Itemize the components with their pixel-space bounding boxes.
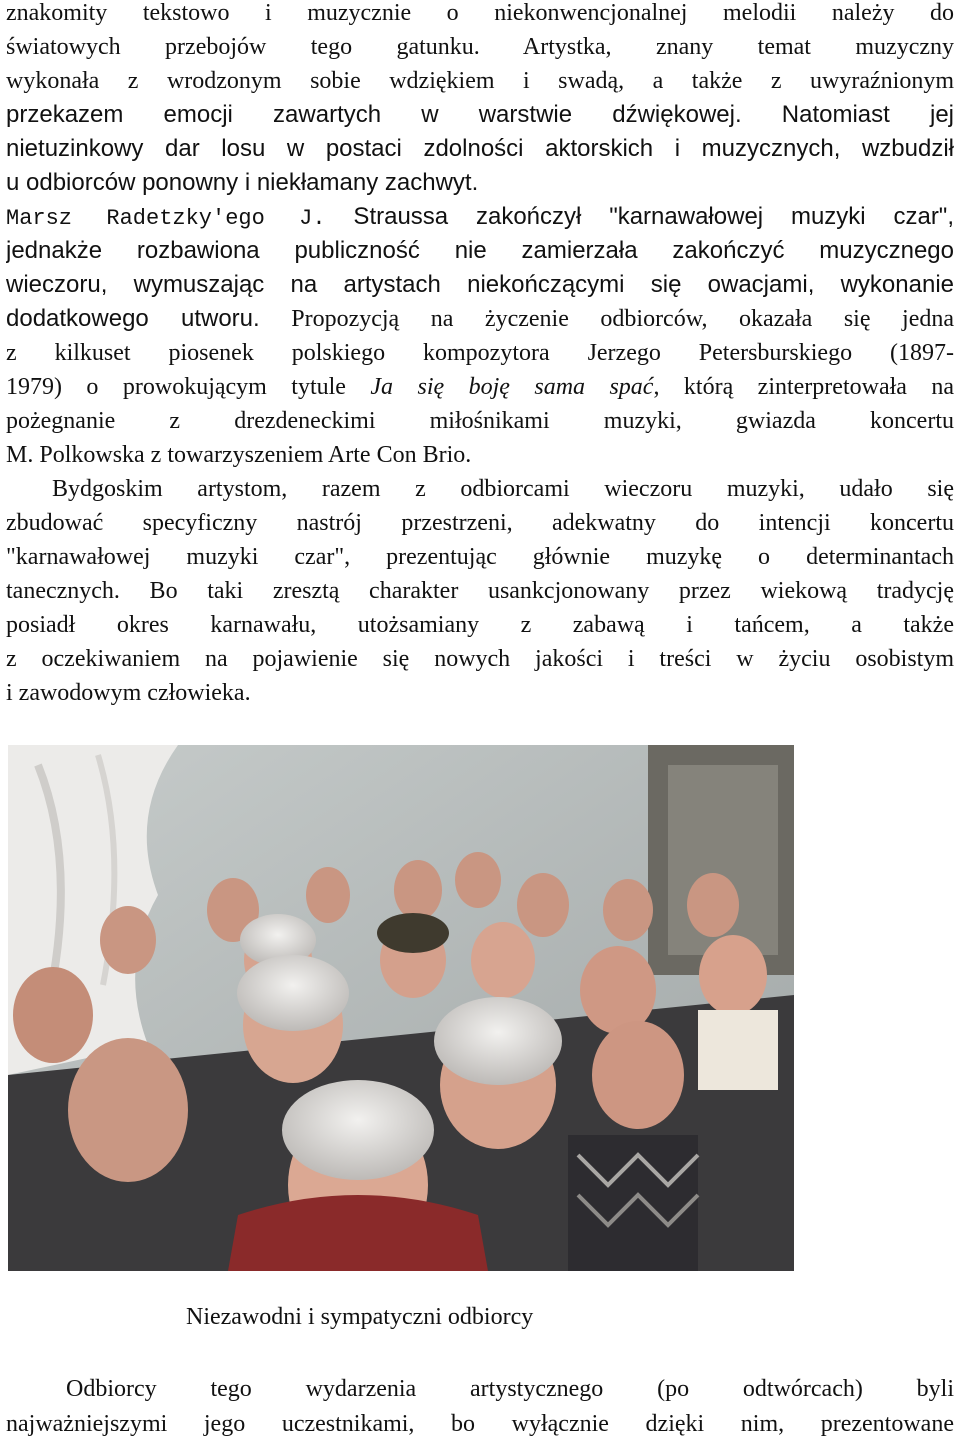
text-line: jednakże rozbawiona publiczność nie zamierzała zakończyć muzycznego [6, 237, 954, 264]
text-segment: Straussa zakończył "karnawałowej muzyki czar", [325, 203, 954, 230]
text-line: i zawodowym człowieka. [6, 680, 251, 706]
text-line: "karnawałowej muzyki czar", prezentując głównie muzykę o determinantach [6, 544, 954, 570]
text-line: Odbiorcy tego wydarzenia artystycznego (po odtwórcach) byli [66, 1376, 954, 1402]
text-line: posiadł okres karnawału, utożsamiany z zabawą i tańcem, a także [6, 612, 954, 638]
text-segment: Marsz Radetzky'ego J. [6, 206, 326, 231]
text-line: Bydgoskim artystom, razem z odbiorcami wieczoru muzyki, udało się [52, 476, 954, 502]
text-line: z kilkuset piosenek polskiego kompozytora Jerzego Petersburskiego (1897- [6, 340, 954, 366]
text-line: tanecznych. Bo taki zresztą charakter usankcjonowany przez wiekową tradycję [6, 578, 954, 604]
song-title: Ja się boję sama spać [370, 374, 654, 400]
text-segment: Propozycją na życzenie odbiorców, okazała się jedna [259, 306, 954, 332]
photo-caption: Niezawodni i sympatyczni odbiorcy [186, 1304, 534, 1330]
text-line: nietuzinkowy dar losu w postaci zdolności aktorskich i muzycznych, wzbudził [6, 135, 954, 162]
text-line: M. Polkowska z towarzyszeniem Arte Con Brio. [6, 442, 472, 468]
audience-photo-icon [8, 745, 794, 1271]
text-line: najważniejszymi jego uczestnikami, bo wyłącznie dzięki nim, prezentowane [6, 1411, 954, 1437]
text-line: światowych przebojów tego gatunku. Artystka, znany temat muzyczny [6, 34, 954, 60]
text-line [6, 302, 954, 336]
text-segment: dodatkowego utworu. [6, 305, 260, 332]
text-line: wieczoru, wymuszając na artystach niekończącymi się owacjami, wykonanie [6, 271, 954, 298]
text-segment: 1979) o prowokującym tytule [6, 374, 371, 400]
text-block-top [6, 0, 954, 710]
text-segment: , którą zinterpretowała na [653, 374, 954, 400]
text-line: znakomity tekstowo i muzycznie o niekonwencjonalnej melodii należy do [6, 0, 954, 26]
audience-photo [8, 745, 794, 1271]
text-line: z oczekiwaniem na pojawienie się nowych jakości i treści w życiu osobistym [6, 646, 954, 672]
text-line: pożegnanie z drezdeneckimi miłośnikami muzyki, gwiazda koncertu [6, 408, 954, 434]
text-line [6, 370, 954, 404]
text-line: wykonała z wrodzonym sobie wdziękiem i swadą, a także z uwyraźnionym [6, 68, 954, 94]
text-line: zbudować specyficzny nastrój przestrzeni, adekwatny do intencji koncertu [6, 510, 954, 536]
text-block-bottom [6, 1372, 954, 1442]
text-line: u odbiorców ponowny i niekłamany zachwyt. [6, 169, 479, 196]
text-line [6, 200, 954, 234]
text-line: przekazem emocji zawartych w warstwie dźwiękowej. Natomiast jej [6, 101, 954, 128]
